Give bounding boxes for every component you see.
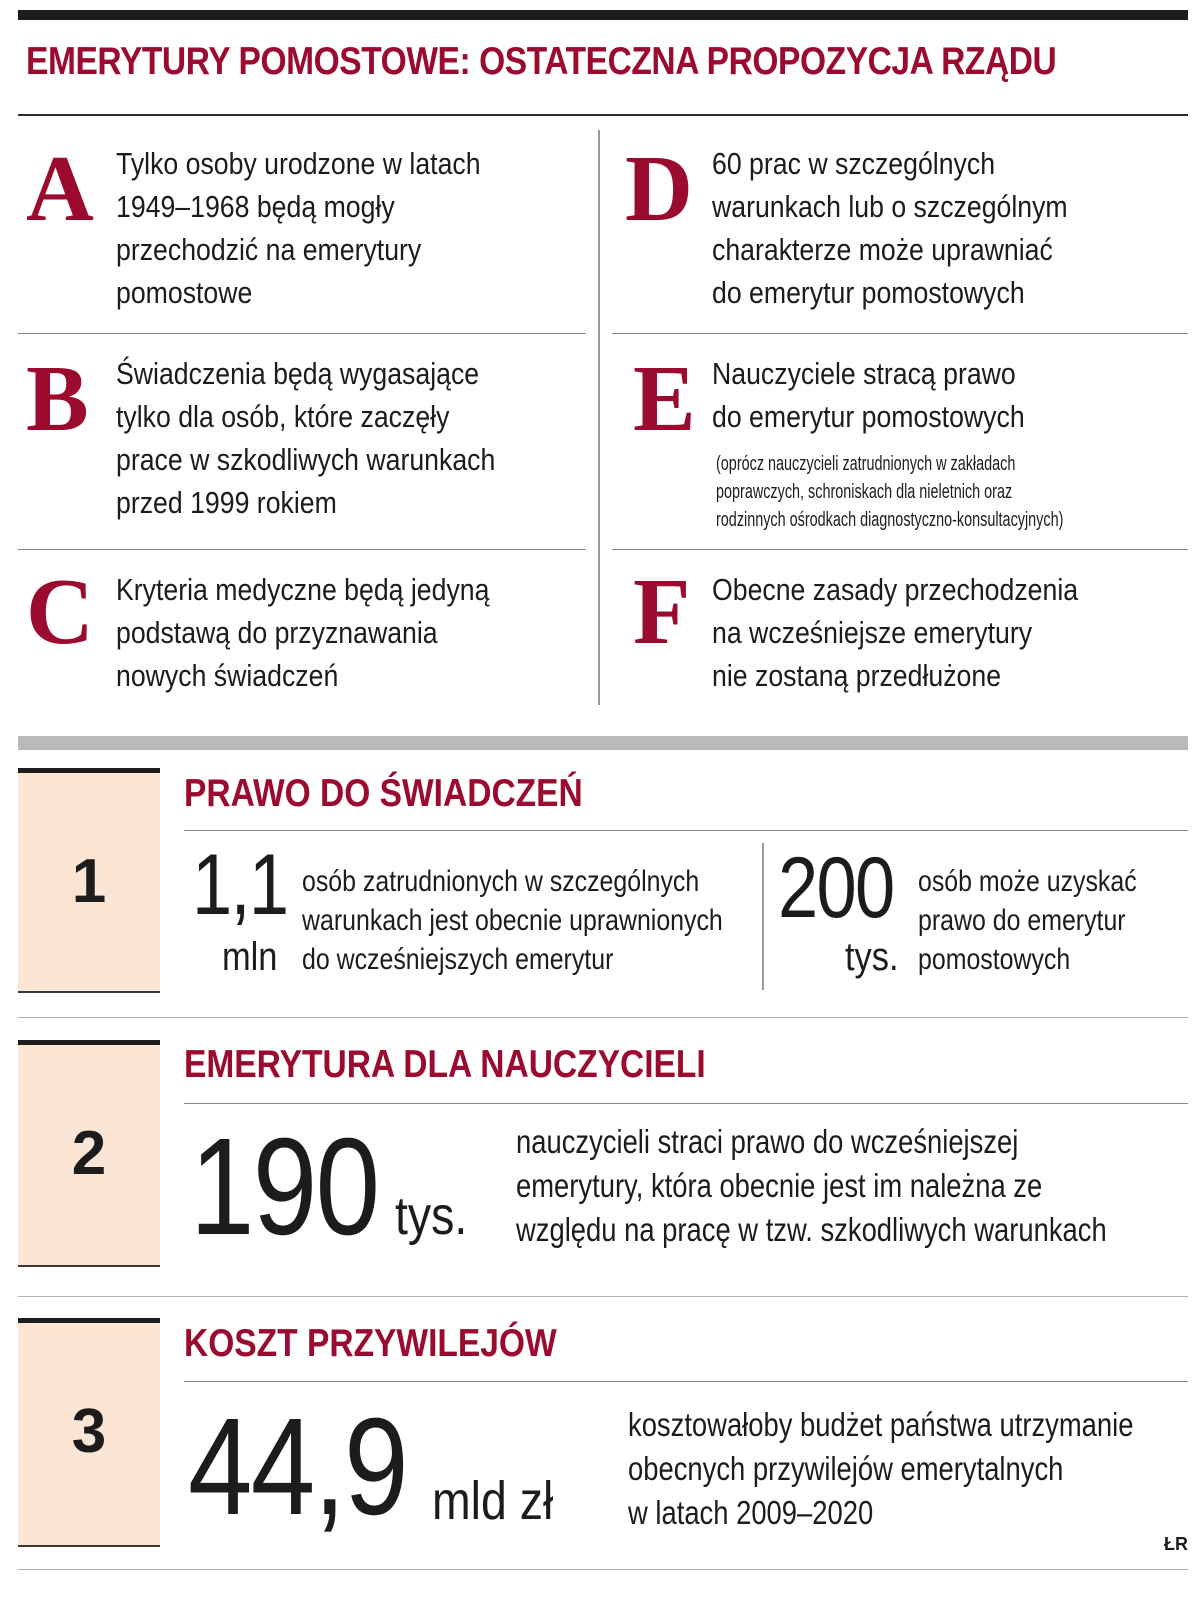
divider	[184, 830, 1188, 831]
section-2-number: 2	[71, 1119, 107, 1188]
author-credit: ŁR	[1164, 1534, 1188, 1554]
stat-value: 190	[190, 1110, 379, 1264]
section-3-number: 3	[71, 1397, 107, 1466]
proposal-e-text: Nauczyciele stracą prawo do emerytur pomostowych	[712, 356, 1025, 434]
stat-value: 200	[778, 840, 894, 936]
title-divider	[18, 114, 1188, 116]
proposal-d-text: 60 prac w szczególnych warunkach lub o szczególnym charakterze może uprawniać do emerytur pomostowych	[712, 146, 1068, 310]
stat-unit: tys.	[395, 1186, 468, 1246]
divider	[18, 333, 586, 334]
divider	[184, 1381, 1188, 1382]
proposal-letter-d: D	[625, 137, 693, 241]
stat-divider	[762, 843, 764, 990]
proposal-a-text: Tylko osoby urodzone w latach 1949–1968 będą mogły przechodzić na emerytury pomostowe	[116, 146, 481, 310]
proposal-letter-c: C	[26, 560, 94, 664]
divider	[184, 1103, 1188, 1104]
stat-description: kosztowałoby budżet państwa utrzymanie obecnych przywilejów emerytalnych w latach 2009–2020	[628, 1406, 1134, 1531]
divider	[18, 1296, 1188, 1297]
page-title: EMERYTURY POMOSTOWE: OSTATECZNA PROPOZYCJA RZĄDU	[26, 40, 1057, 83]
divider	[612, 549, 1188, 550]
proposal-e-note: (oprócz nauczycieli zatrudnionych w zakładach poprawczych, schroniskach dla nieletnich oraz rodzinnych ośrodkach diagnostyczno-konsultacyjnych)	[716, 453, 1064, 531]
proposal-letter-a: A	[26, 137, 94, 241]
stat-description: osób zatrudnionych w szczególnych warunkach jest obecnie uprawnionych do wcześniejszych emerytur	[302, 865, 723, 976]
stat-unit: tys.	[845, 935, 899, 979]
stat-description: nauczycieli straci prawo do wcześniejszej emerytury, która obecnie jest im należna ze względu na pracę w tzw. szkodliwych warunkach	[516, 1123, 1107, 1248]
stat-value: 44,9	[188, 1390, 407, 1544]
stat-unit: mld zł	[432, 1471, 554, 1531]
section-3-heading: KOSZT PRZYWILEJÓW	[184, 1322, 557, 1365]
section-2-heading: EMERYTURA DLA NAUCZYCIELI	[184, 1043, 706, 1086]
proposal-letter-b: B	[26, 347, 89, 451]
stat-unit: mln	[222, 935, 278, 979]
proposal-c-text: Kryteria medyczne będą jedyną podstawą do przyznawania nowych świadczeń	[116, 572, 490, 693]
stat-value: 1,1	[192, 837, 288, 933]
top-rule	[18, 10, 1188, 20]
bottom-rule	[18, 1569, 1188, 1570]
proposal-letter-e: E	[633, 347, 696, 451]
section-1-heading: PRAWO DO ŚWIADCZEŃ	[184, 772, 583, 815]
section-3-number-box	[18, 1318, 160, 1547]
divider	[18, 549, 586, 550]
divider	[18, 1017, 1188, 1018]
proposal-f-text: Obecne zasady przechodzenia na wcześniejsze emerytury nie zostaną przedłużone	[712, 572, 1079, 693]
proposals-column-divider	[598, 130, 600, 705]
section-separator-bar	[18, 736, 1188, 750]
section-2-number-box	[18, 1040, 160, 1267]
proposal-b-text: Świadczenia będą wygasające tylko dla osób, które zaczęły prace w szkodliwych warunkach przed 1999 rokiem	[116, 356, 496, 520]
divider	[612, 333, 1188, 334]
section-1-number: 1	[71, 847, 107, 916]
stat-description: osób może uzyskać prawo do emerytur pomostowych	[918, 865, 1137, 976]
section-1-number-box	[18, 768, 160, 993]
proposal-letter-f: F	[633, 560, 691, 664]
